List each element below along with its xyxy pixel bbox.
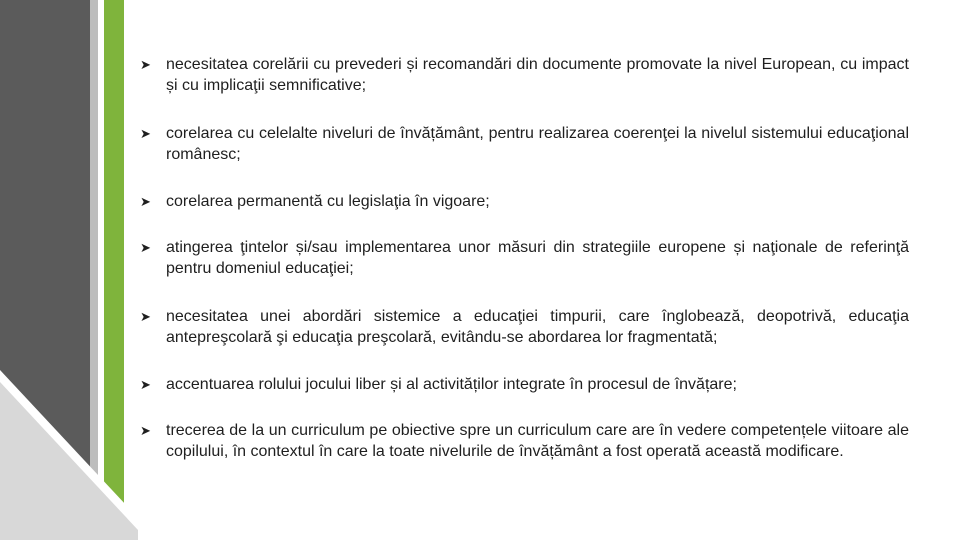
list-item bbox=[138, 306, 909, 348]
bullet-text: necesitatea corelării cu prevederi și recomandări din documente promovate la nivel European, cu impact și cu implicaţii semnificative; bbox=[166, 56, 909, 94]
bullet-text: trecerea de la un curriculum pe obiective spre un curriculum care are în vedere competențele viitoare ale copilului, în contextul în care la toate nivelurile de învățământ a fost operată această modificare. bbox=[166, 422, 909, 460]
decorative-stripes bbox=[0, 0, 140, 540]
list-item bbox=[138, 420, 909, 462]
arrowhead-bullet-icon: ➤ bbox=[140, 240, 151, 255]
bullet-list bbox=[138, 54, 909, 487]
arrowhead-bullet-icon: ➤ bbox=[140, 57, 151, 72]
arrowhead-bullet-icon: ➤ bbox=[140, 194, 151, 209]
bullet-text: accentuarea rolului jocului liber și al activităților integrate în procesul de învățare; bbox=[166, 376, 737, 393]
arrowhead-bullet-icon: ➤ bbox=[140, 309, 151, 324]
arrowhead-bullet-icon: ➤ bbox=[140, 126, 151, 141]
bullet-text: corelarea permanentă cu legislaţia în vigoare; bbox=[166, 193, 490, 210]
light-gray-stripe bbox=[90, 0, 98, 540]
list-item bbox=[138, 191, 909, 212]
list-item bbox=[138, 54, 909, 96]
arrowhead-bullet-icon: ➤ bbox=[140, 423, 151, 438]
list-item bbox=[138, 123, 909, 165]
list-item bbox=[138, 374, 909, 395]
list-item bbox=[138, 237, 909, 279]
bullet-text: atingerea ţintelor și/sau implementarea unor măsuri din strategiile europene și naţionale de referinţă pentru domeniul educaţiei; bbox=[166, 239, 909, 277]
arrowhead-bullet-icon: ➤ bbox=[140, 377, 151, 392]
bullet-text: necesitatea unei abordări sistemice a educaţiei timpurii, care înglobează, deopotrivă, educaţia antepreşcolară şi educaţia preşcolară, evitându-se abordarea lor fragmentată; bbox=[166, 308, 909, 346]
bullet-text: corelarea cu celelalte niveluri de învățământ, pentru realizarea coerenţei la nivelul sistemului educaţional românesc; bbox=[166, 125, 909, 163]
green-stripe bbox=[104, 0, 124, 540]
